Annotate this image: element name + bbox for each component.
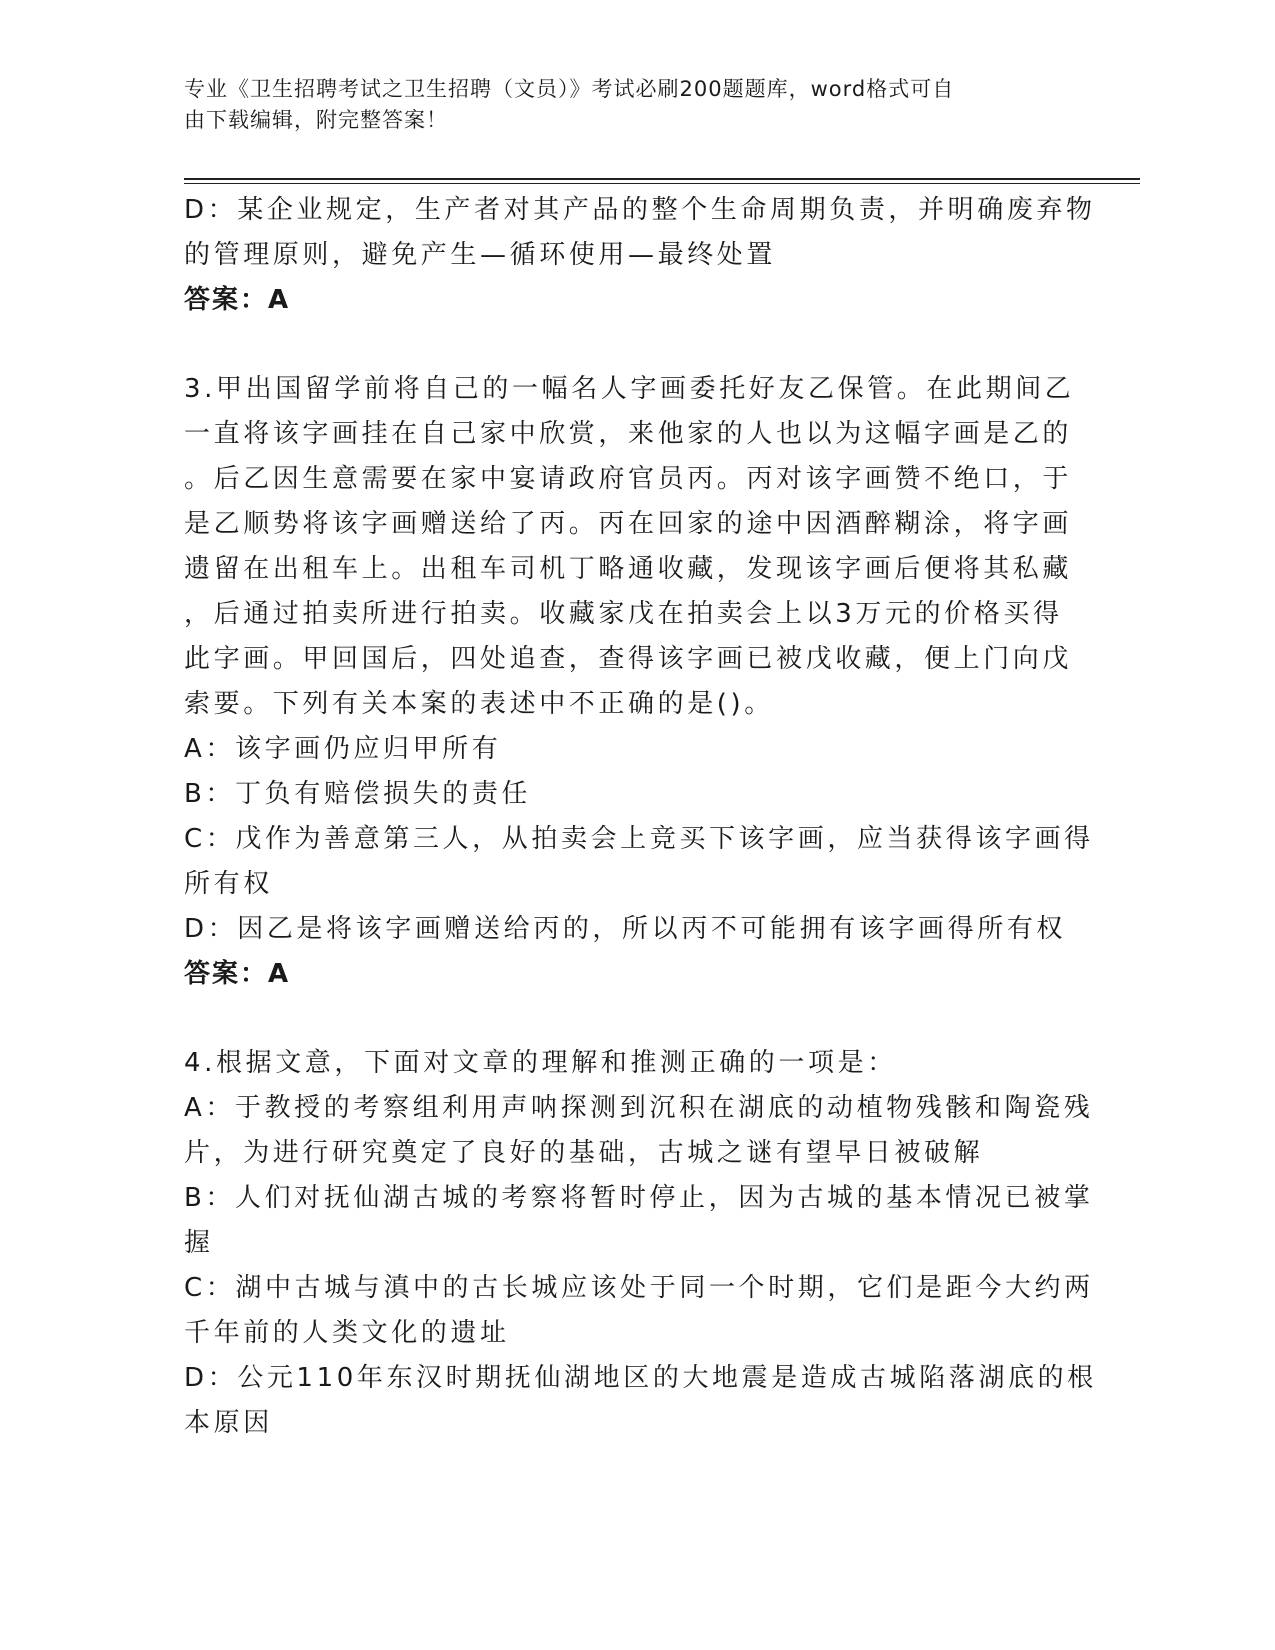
- option-a-line: 片，为进行研究奠定了良好的基础，古城之谜有望早日被破解: [184, 1138, 984, 1168]
- header-line-2: 由下载编辑，附完整答案！: [184, 108, 448, 132]
- option-c-line: C：湖中古城与滇中的古长城应该处于同一个时期，它们是距今大约两: [184, 1273, 1094, 1303]
- question-stem-line: 。后乙因生意需要在家中宴请政府官员丙。丙对该字画赞不绝口，于: [184, 464, 1073, 494]
- question-stem-line: 遗留在出租车上。出租车司机丁略通收藏，发现该字画后便将其私藏: [184, 554, 1073, 584]
- option-d: D：因乙是将该字画赠送给丙的，所以丙不可能拥有该字画得所有权: [184, 914, 1067, 944]
- answer-label: 答案：A: [184, 959, 291, 989]
- option-a: A：该字画仍应归甲所有: [184, 734, 502, 764]
- option-b-line: 握: [184, 1228, 214, 1258]
- question-stem-line: 一直将该字画挂在自己家中欣赏，来他家的人也以为这幅字画是乙的: [184, 419, 1073, 449]
- option-c-line: C：戊作为善意第三人，从拍卖会上竞买下该字画，应当获得该字画得: [184, 824, 1094, 854]
- question-stem-line: 此字画。甲回国后，四处追查，查得该字画已被戊收藏，便上门向戊: [184, 644, 1073, 674]
- option-d-line: D：公元110年东汉时期抚仙湖地区的大地震是造成古城陷落湖底的根: [184, 1363, 1097, 1393]
- header-line-1: 专业《卫生招聘考试之卫生招聘（文员）》考试必刷200题题库，word格式可自: [184, 77, 955, 101]
- document-header: [184, 74, 1064, 136]
- option-c-line: 所有权: [184, 869, 273, 899]
- option-d-line: D：某企业规定，生产者对其产品的整个生命周期负责，并明确废弃物: [184, 195, 1096, 225]
- answer-label: 答案：A: [184, 285, 291, 315]
- header-rule-thin: [184, 183, 1140, 184]
- question-stem-line: 是乙顺势将该字画赠送给了丙。丙在回家的途中因酒醉糊涂，将字画: [184, 509, 1073, 539]
- question-4: [184, 1041, 1097, 1446]
- question-3: [184, 367, 1094, 997]
- option-a-line: A：于教授的考察组利用声呐探测到沉积在湖底的动植物残骸和陶瓷残: [184, 1093, 1094, 1123]
- question-stem-line: 3.甲出国留学前将自己的一幅名人字画委托好友乙保管。在此期间乙: [184, 374, 1075, 404]
- question-2-tail: [184, 188, 1096, 323]
- header-rule-thick: [184, 178, 1140, 180]
- question-stem-line: 索要。下列有关本案的表述中不正确的是()。: [184, 689, 774, 719]
- option-d-line: 本原因: [184, 1408, 273, 1438]
- question-stem-line: ，后通过拍卖所进行拍卖。收藏家戊在拍卖会上以3万元的价格买得: [184, 599, 1063, 629]
- question-stem: 4.根据文意，下面对文章的理解和推测正确的一项是：: [184, 1048, 897, 1078]
- option-d-line: 的管理原则，避免产生—循环使用—最终处置: [184, 240, 777, 270]
- option-c-line: 千年前的人类文化的遗址: [184, 1318, 510, 1348]
- option-b-line: B：人们对抚仙湖古城的考察将暂时停止，因为古城的基本情况已被掌: [184, 1183, 1094, 1213]
- option-b: B：丁负有赔偿损失的责任: [184, 779, 532, 809]
- document-body: [184, 188, 1097, 1446]
